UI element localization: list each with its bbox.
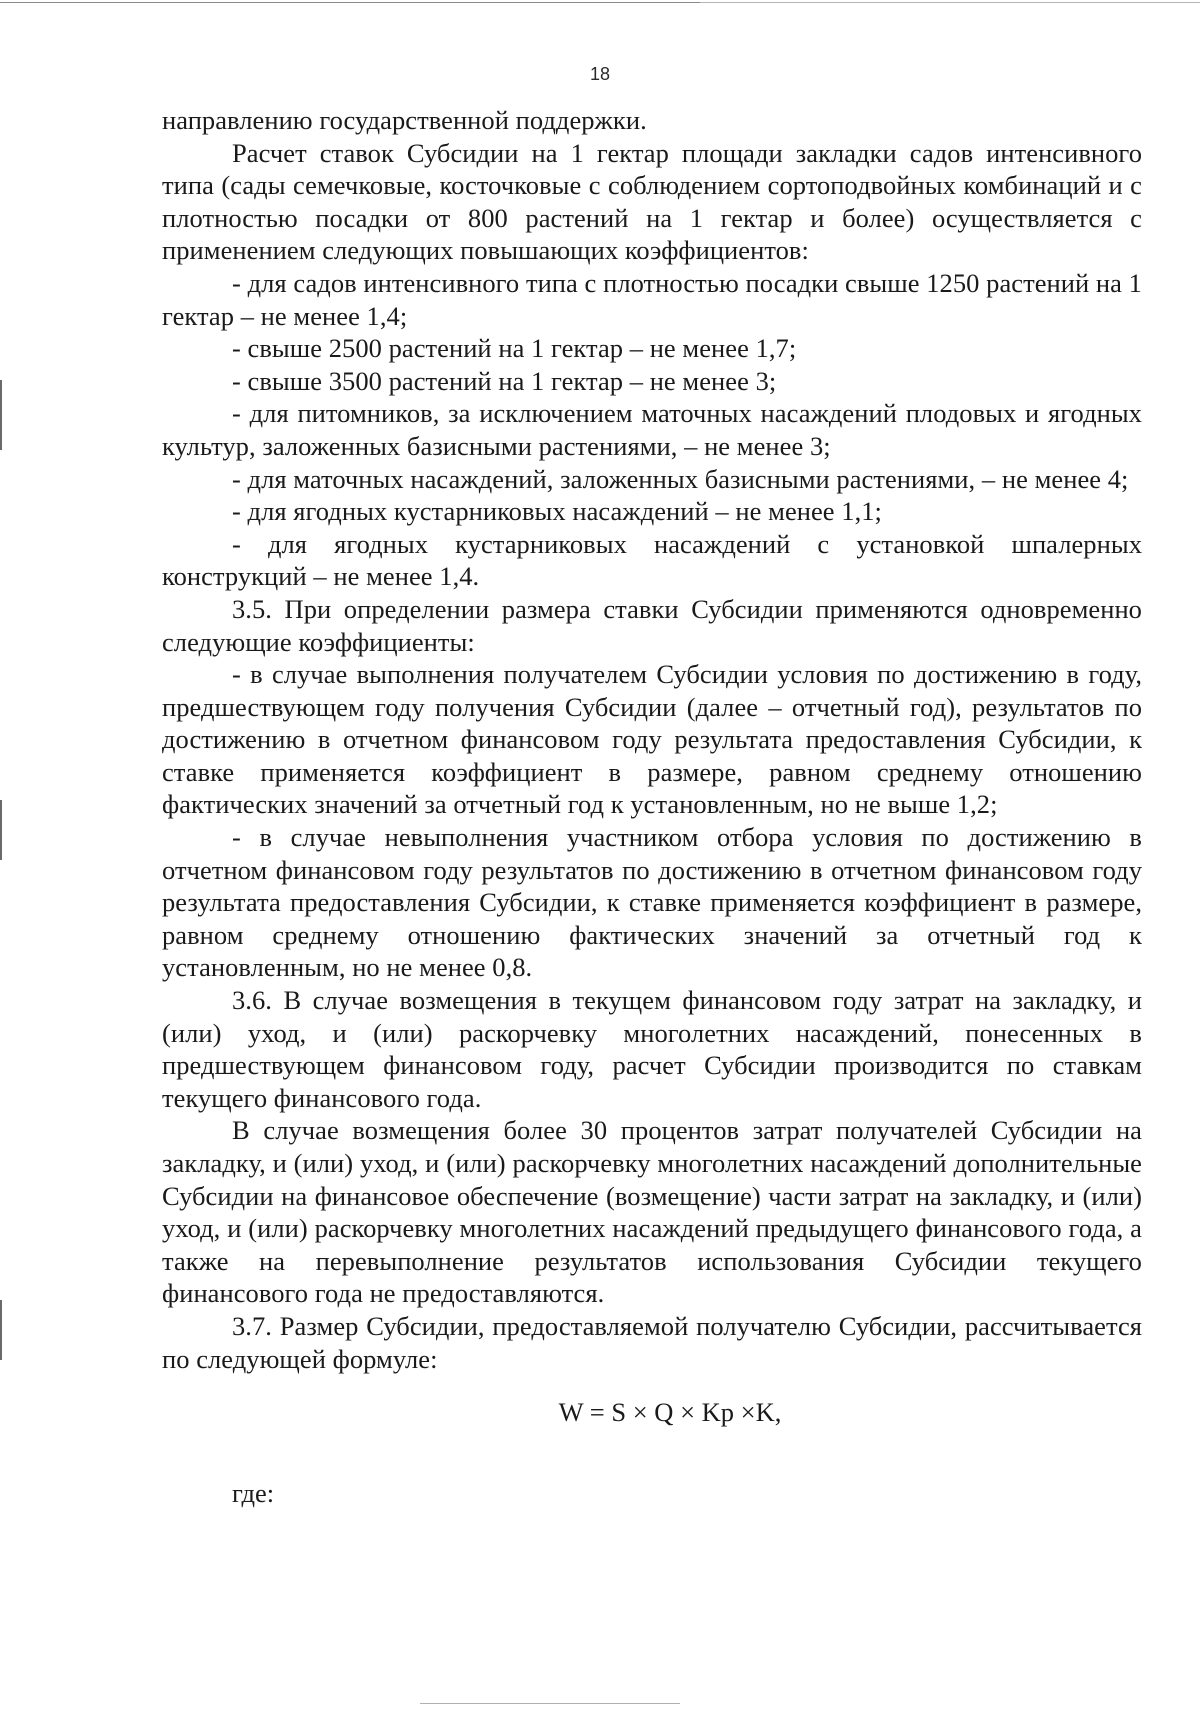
list-item-nurseries: - для питомников, за исключением маточных насаждений плодовых и ягодных культур, заложенных базисными растениями, – не менее 3; <box>162 398 1142 461</box>
paragraph-continuation: направлению государственной поддержки. <box>162 105 647 135</box>
list-item-fulfilment-coefficient: - в случае выполнения получателем Субсидии условия по достижению в году, предшествующем году получения Субсидии (далее – отчетный год), результатов по достижению в отчетном финансовом году результата предоставления Субсидии, к ставке применяется коэффициент в размере, равном среднему отношению фактических значений за отчетный год к установленным, но не выше 1,2; <box>162 659 1142 820</box>
scan-edge-top <box>0 2 700 3</box>
list-item-berry-shrubs-trellis: - для ягодных кустарниковых насаждений с установкой шпалерных конструкций – не менее 1,4. <box>162 528 1142 592</box>
list-item-over-3500: - свыше 3500 растений на 1 гектар – не менее 3; <box>232 365 777 396</box>
list-item-over-2500: - свыше 2500 растений на 1 гектар – не менее 1,7; <box>232 333 797 364</box>
scan-edge-top-faint <box>700 2 1200 3</box>
list-item-intensive-gardens: - для садов интенсивного типа с плотностью посадки свыше 1250 растений на 1 гектар – не менее 1,4; <box>162 267 1142 331</box>
where-label: где: <box>232 1477 275 1508</box>
scan-margin-mark <box>0 1300 2 1360</box>
page-number: 18 <box>589 64 611 84</box>
scan-edge-bottom <box>420 1703 680 1704</box>
section-3-7: 3.7. Размер Субсидии, предоставляемой получателю Субсидии, рассчитывается по следующей формуле: <box>162 1310 1142 1374</box>
section-3-6: 3.6. В случае возмещения в текущем финансовом году затрат на закладку, и (или) уход, и (или) раскорчевку многолетних насаждений, понесенных в предшествующем финансовом году, расчет Субсидии производится по ставкам текущего финансового года. <box>162 985 1142 1113</box>
paragraph-rate-calculation: Расчет ставок Субсидии на 1 гектар площади закладки садов интенсивного типа (сады семечковые, косточковые с соблюдением сортоподвойных комбинаций и с плотностью посадки от 800 растений на 1 гектар и более) осуществляется с применением следующих повышающих коэффициентов: <box>162 137 1142 266</box>
section-3-5: 3.5. При определении размера ставки Субсидии применяются одновременно следующие коэффициенты: <box>162 593 1142 657</box>
scan-margin-mark <box>0 800 2 860</box>
paragraph-over-30-percent: В случае возмещения более 30 процентов затрат получателей Субсидии на закладку, и (или) уход, и (или) раскорчевку многолетних насаждений дополнительные Субсидии на финансовое обеспечение (возмещение) части затрат на закладку, и (или) уход, и (или) раскорчевку многолетних насаждений предыдущего финансового года, а также на перевыполнение результатов использования Субсидии текущего финансового года не предоставляются. <box>162 1115 1142 1309</box>
list-item-mother-plantings: - для маточных насаждений, заложенных базисными растениями, – не менее 4; <box>232 463 1129 494</box>
document-body <box>162 104 1142 1509</box>
scan-margin-mark <box>0 380 2 450</box>
subsidy-formula: W = S × Q × Kp ×K, <box>558 1397 782 1428</box>
list-item-berry-shrubs: - для ягодных кустарниковых насаждений – не менее 1,1; <box>232 496 882 527</box>
list-item-nonfulfilment-coefficient: - в случае невыполнения участником отбора условия по достижению в отчетном финансовом году результатов по достижению в отчетном финансовом году результата предоставления Субсидии, к ставке применяется коэффициент в размере, равном среднему отношению фактических значений за отчетный год к установленным, но не менее 0,8. <box>162 822 1142 983</box>
